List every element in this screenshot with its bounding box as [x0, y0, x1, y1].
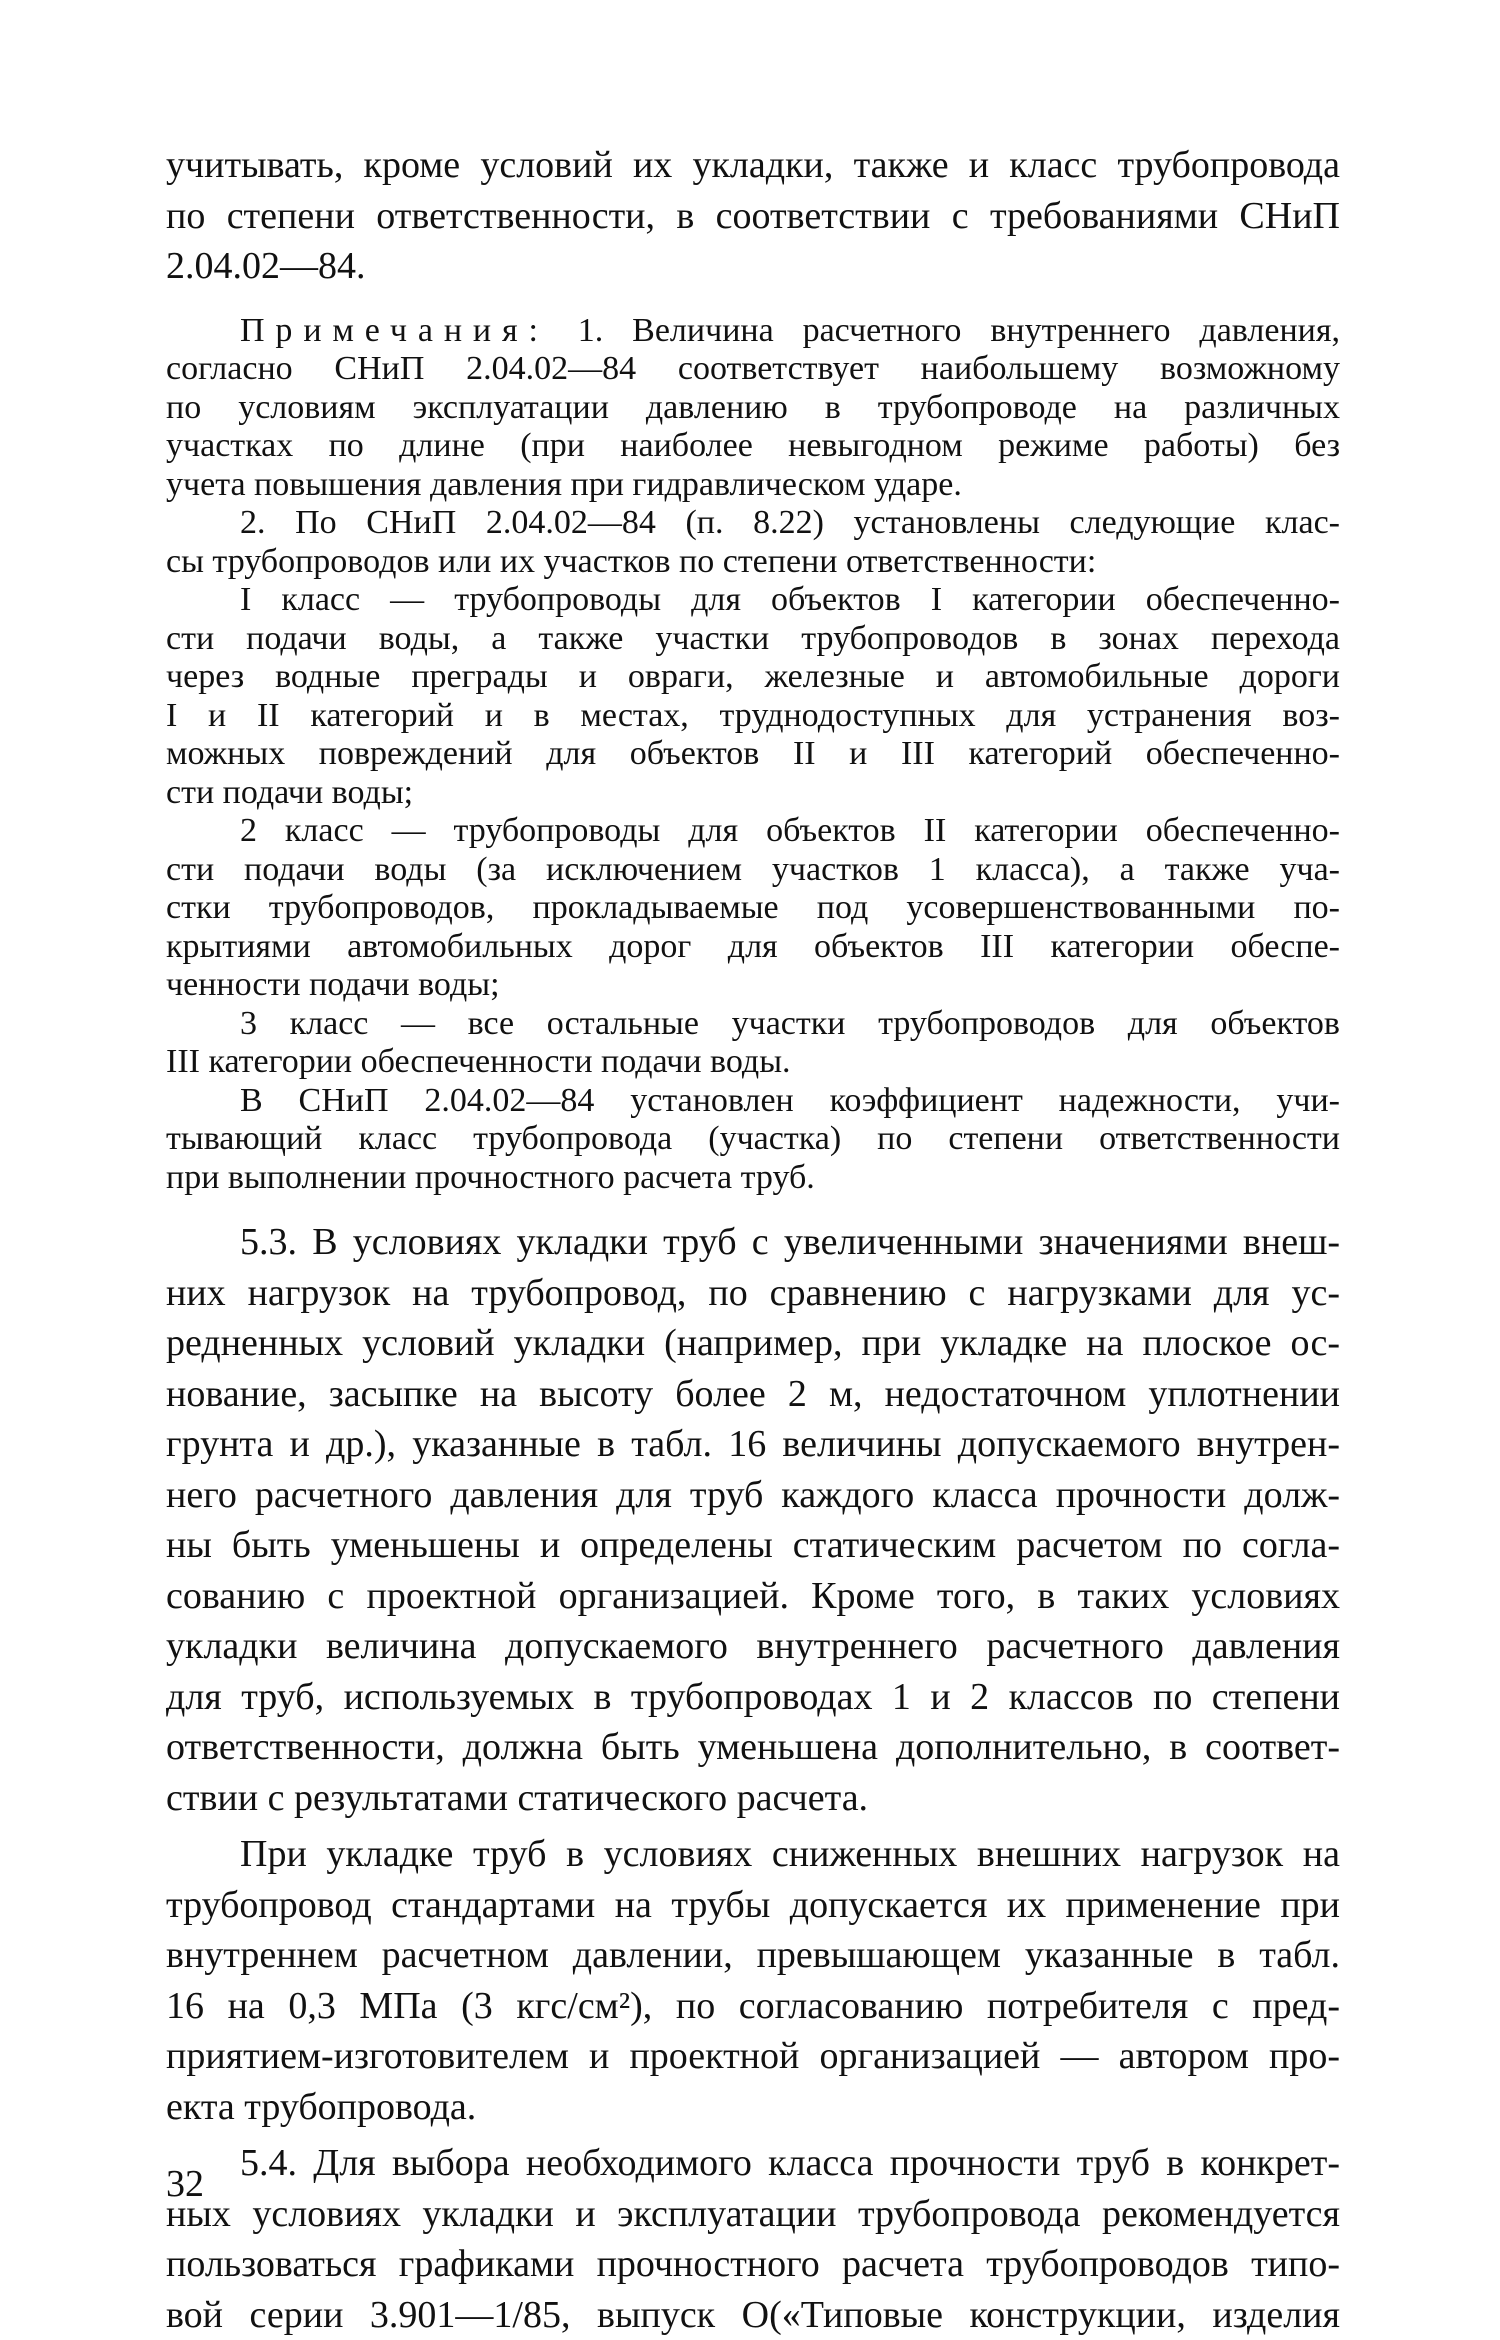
- text-line: 16 на 0,3 МПа (3 кгс/см²), по согласованию потребителя с пред-: [166, 1981, 1340, 2032]
- text-line: стки трубопроводов, прокладываемые под усовершенствованными по-: [166, 889, 1340, 928]
- note-1-first-line: [166, 312, 1340, 351]
- text-line: крытиями автомобильных дорог для объектов III категории обеспе-: [166, 928, 1340, 967]
- text-line: 2 класс — трубопроводы для объектов II категории обеспеченно-: [166, 812, 1340, 851]
- note-1-lead: 1. Величина расчетного внутреннего давления,: [578, 312, 1340, 349]
- text-line: трубопровод стандартами на трубы допускается их применение при: [166, 1880, 1340, 1931]
- text-line: 5.3. В условиях укладки труб с увеличенными значениями внеш-: [166, 1217, 1340, 1268]
- text-line: 2. По СНиП 2.04.02—84 (п. 8.22) установлены следующие клас-: [166, 504, 1340, 543]
- text-line: него расчетного давления для труб каждого класса прочности долж-: [166, 1470, 1340, 1521]
- text-line: нование, засыпке на высоту более 2 м, недостаточном уплотнении: [166, 1369, 1340, 1420]
- text-line: ны быть уменьшены и определены статическим расчетом по согла-: [166, 1520, 1340, 1571]
- notes-heading: Примечания:: [240, 312, 549, 349]
- text-line: укладки величина допускаемого внутреннего расчетного давления: [166, 1621, 1340, 1672]
- text-line: учета повышения давления при гидравлическом ударе.: [166, 466, 1340, 505]
- notes-block: [166, 312, 1340, 1198]
- intro-paragraph: [166, 140, 1340, 292]
- text-line: сы трубопроводов или их участков по степени ответственности:: [166, 543, 1340, 582]
- text-line: по условиям эксплуатации давлению в трубопроводе на различных: [166, 389, 1340, 428]
- page-number: 32: [166, 2162, 204, 2206]
- text-line: пользоваться графиками прочностного расчета трубопроводов типо-: [166, 2239, 1340, 2290]
- text-line: ченности подачи воды;: [166, 966, 1340, 1005]
- text-line: ответственности, должна быть уменьшена дополнительно, в соответ-: [166, 1722, 1340, 1773]
- text-line: через водные преграды и овраги, железные и автомобильные дороги: [166, 658, 1340, 697]
- text-line: екта трубопровода.: [166, 2082, 1340, 2133]
- text-line: вой серии 3.901—1/85, выпуск О(«Типовые конструкции, изделия: [166, 2290, 1340, 2340]
- text-line: сованию с проектной организацией. Кроме того, в таких условиях: [166, 1571, 1340, 1622]
- section-5-3: [166, 1217, 1340, 1823]
- text-line: тывающий класс трубопровода (участка) по степени ответственности: [166, 1120, 1340, 1159]
- text-line: учитывать, кроме условий их укладки, также и класс трубопровода: [166, 140, 1340, 191]
- text-line: 3 класс — все остальные участки трубопроводов для объектов: [166, 1005, 1340, 1044]
- text-line: для труб, используемых в трубопроводах 1 и 2 классов по степени: [166, 1672, 1340, 1723]
- text-line: при выполнении прочностного расчета труб.: [166, 1159, 1340, 1198]
- text-line: сти подачи воды, а также участки трубопроводов в зонах перехода: [166, 620, 1340, 659]
- text-line: можных повреждений для объектов II и III категорий обеспеченно-: [166, 735, 1340, 774]
- text-line: согласно СНиП 2.04.02—84 соответствует наибольшему возможному: [166, 350, 1340, 389]
- text-line: 2.04.02—84.: [166, 241, 1340, 292]
- text-line: В СНиП 2.04.02—84 установлен коэффициент надежности, учи-: [166, 1082, 1340, 1121]
- text-line: ствии с результатами статического расчета.: [166, 1773, 1340, 1824]
- text-line: сти подачи воды (за исключением участков 1 класса), а также уча-: [166, 851, 1340, 890]
- text-line: грунта и др.), указанные в табл. 16 величины допускаемого внутрен-: [166, 1419, 1340, 1470]
- section-5-4: [166, 2138, 1340, 2340]
- text-line: сти подачи воды;: [166, 774, 1340, 813]
- text-line: них нагрузок на трубопровод, по сравнению с нагрузками для ус-: [166, 1268, 1340, 1319]
- page-body: [166, 140, 1340, 2340]
- text-line: по степени ответственности, в соответствии с требованиями СНиП: [166, 191, 1340, 242]
- text-line: ных условиях укладки и эксплуатации трубопровода рекомендуется: [166, 2189, 1340, 2240]
- text-line: участках по длине (при наиболее невыгодном режиме работы) без: [166, 427, 1340, 466]
- text-line: III категории обеспеченности подачи воды.: [166, 1043, 1340, 1082]
- text-line: I класс — трубопроводы для объектов I категории обеспеченно-: [166, 581, 1340, 620]
- section-5-3-paragraph-2: [166, 1829, 1340, 2132]
- text-line: 5.4. Для выбора необходимого класса прочности труб в конкрет-: [166, 2138, 1340, 2189]
- text-line: I и II категорий и в местах, труднодоступных для устранения воз-: [166, 697, 1340, 736]
- text-line: приятием-изготовителем и проектной организацией — автором про-: [166, 2031, 1340, 2082]
- text-line: При укладке труб в условиях сниженных внешних нагрузок на: [166, 1829, 1340, 1880]
- text-line: внутреннем расчетном давлении, превышающем указанные в табл.: [166, 1930, 1340, 1981]
- text-line: редненных условий укладки (например, при укладке на плоское ос-: [166, 1318, 1340, 1369]
